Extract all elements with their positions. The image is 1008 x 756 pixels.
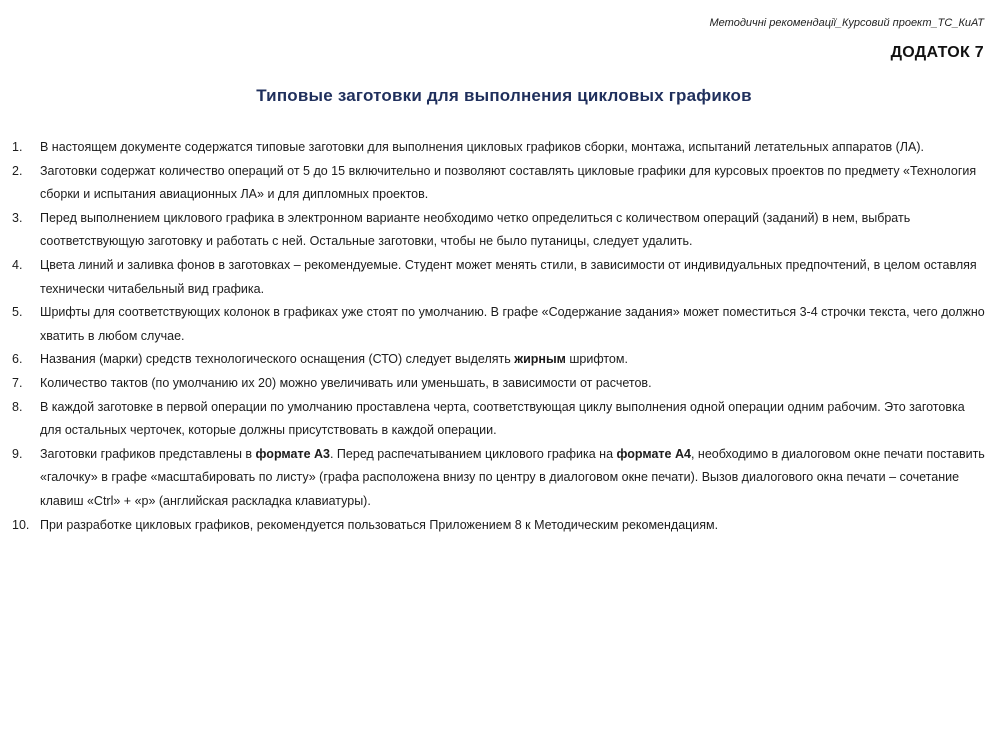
list-item-number: 6. <box>12 352 23 367</box>
list-item-text <box>40 140 924 154</box>
list-item-text <box>40 258 977 296</box>
text-fragment: Названия (марки) средств технологического оснащения (СТО) следует выделять <box>40 352 515 367</box>
list-item <box>0 254 1000 301</box>
list-item-text <box>40 305 985 343</box>
text-fragment: Цвета линий и заливка фонов в заготовках – рекомендуемые. Студент может менять стили, в зависимости от индивидуальных предпочтений, в целом оставляя технически читабельный вид графика. <box>40 257 977 296</box>
bold-text: формате А3 <box>255 446 330 461</box>
bold-text: формате А4 <box>616 446 691 461</box>
list-item-text <box>40 352 628 366</box>
text-fragment: В настоящем документе содержатся типовые заготовки для выполнения цикловых графиков сборки, монтажа, испытаний летательных аппаратов (ЛА). <box>40 140 924 154</box>
text-fragment: Перед выполнением циклового графика в электронном варианте необходимо четко определиться с количеством операций (заданий) в нем, выбрать соответствующую заготовку и работать с ней. Остальные заготовки, чтобы не было путаницы, следует удалить. <box>40 210 911 249</box>
list-item-text <box>40 518 718 532</box>
list-item <box>0 396 1000 443</box>
list-item-text <box>40 447 985 508</box>
list-item-number: 8. <box>12 399 23 414</box>
text-fragment: Заготовки графиков представлены в <box>40 446 256 461</box>
text-fragment: Заготовки содержат количество операций от 5 до 15 включительно и позволяют составлять цикловые графики для курсовых проектов по предмету «Технология сборки и испытания авиационных ЛА» и для дипломных проектов. <box>40 163 977 202</box>
list-item <box>0 514 1000 538</box>
list-item <box>0 443 1000 514</box>
list-item-number: 10. <box>12 517 30 532</box>
list-item-number: 7. <box>12 375 23 390</box>
text-fragment: Количество тактов (по умолчанию их 20) можно увеличивать или уменьшать, в зависимости от расчетов. <box>40 375 652 390</box>
list-item-text <box>40 376 652 390</box>
text-fragment: В каждой заготовке в первой операции по умолчанию проставлена черта, соответствующая циклу выполнения одной операции одним рабочим. Это заготовка для остальных черточек, которые должны присутствовать в каждой операции. <box>40 399 965 438</box>
list-item <box>0 301 1000 348</box>
list-item <box>0 372 1000 396</box>
list-item-number: 4. <box>12 257 23 272</box>
bold-text: жирным <box>514 352 566 367</box>
list-item-number: 1. <box>12 140 23 154</box>
list-item-number: 3. <box>12 210 23 225</box>
header-note: Методичні рекомендації_Курсовий проект_ТС_КиАТ <box>709 17 984 29</box>
page-title: Типовые заготовки для выполнения цикловых графиков <box>256 86 752 105</box>
instructions-list <box>0 136 1000 537</box>
list-item <box>0 160 1000 207</box>
list-item-text <box>40 164 976 202</box>
text-fragment: Шрифты для соответствующих колонок в графиках уже стоят по умолчанию. В графе «Содержание задания» может поместиться 3-4 строчки текста, чего должно хватить в любом случае. <box>40 305 985 343</box>
list-item <box>0 348 1000 372</box>
text-fragment: , необходимо в диалоговом окне печати поставить «галочку» в графе «масштабировать по листу» (графа расположена внизу по центру в диалоговом окне печати). Вызов диалогового окна печати – сочетание клавиш «Ctrl» + «р» (английская раскладка клавиатуры). <box>40 446 985 508</box>
list-item-text <box>40 211 910 249</box>
list-item-number: 2. <box>12 163 23 178</box>
list-item-number: 5. <box>12 305 23 320</box>
list-item <box>0 136 1000 160</box>
list-item-text <box>40 400 965 438</box>
list-item-number: 9. <box>12 446 23 461</box>
text-fragment: При разработке цикловых графиков, рекомендуется пользоваться Приложением 8 к Методическим рекомендациям. <box>40 517 719 532</box>
appendix-label: ДОДАТОК 7 <box>890 44 984 61</box>
text-fragment: шрифтом. <box>565 352 628 367</box>
text-fragment: . Перед распечатыванием циклового графика на <box>329 446 617 461</box>
list-item <box>0 207 1000 254</box>
